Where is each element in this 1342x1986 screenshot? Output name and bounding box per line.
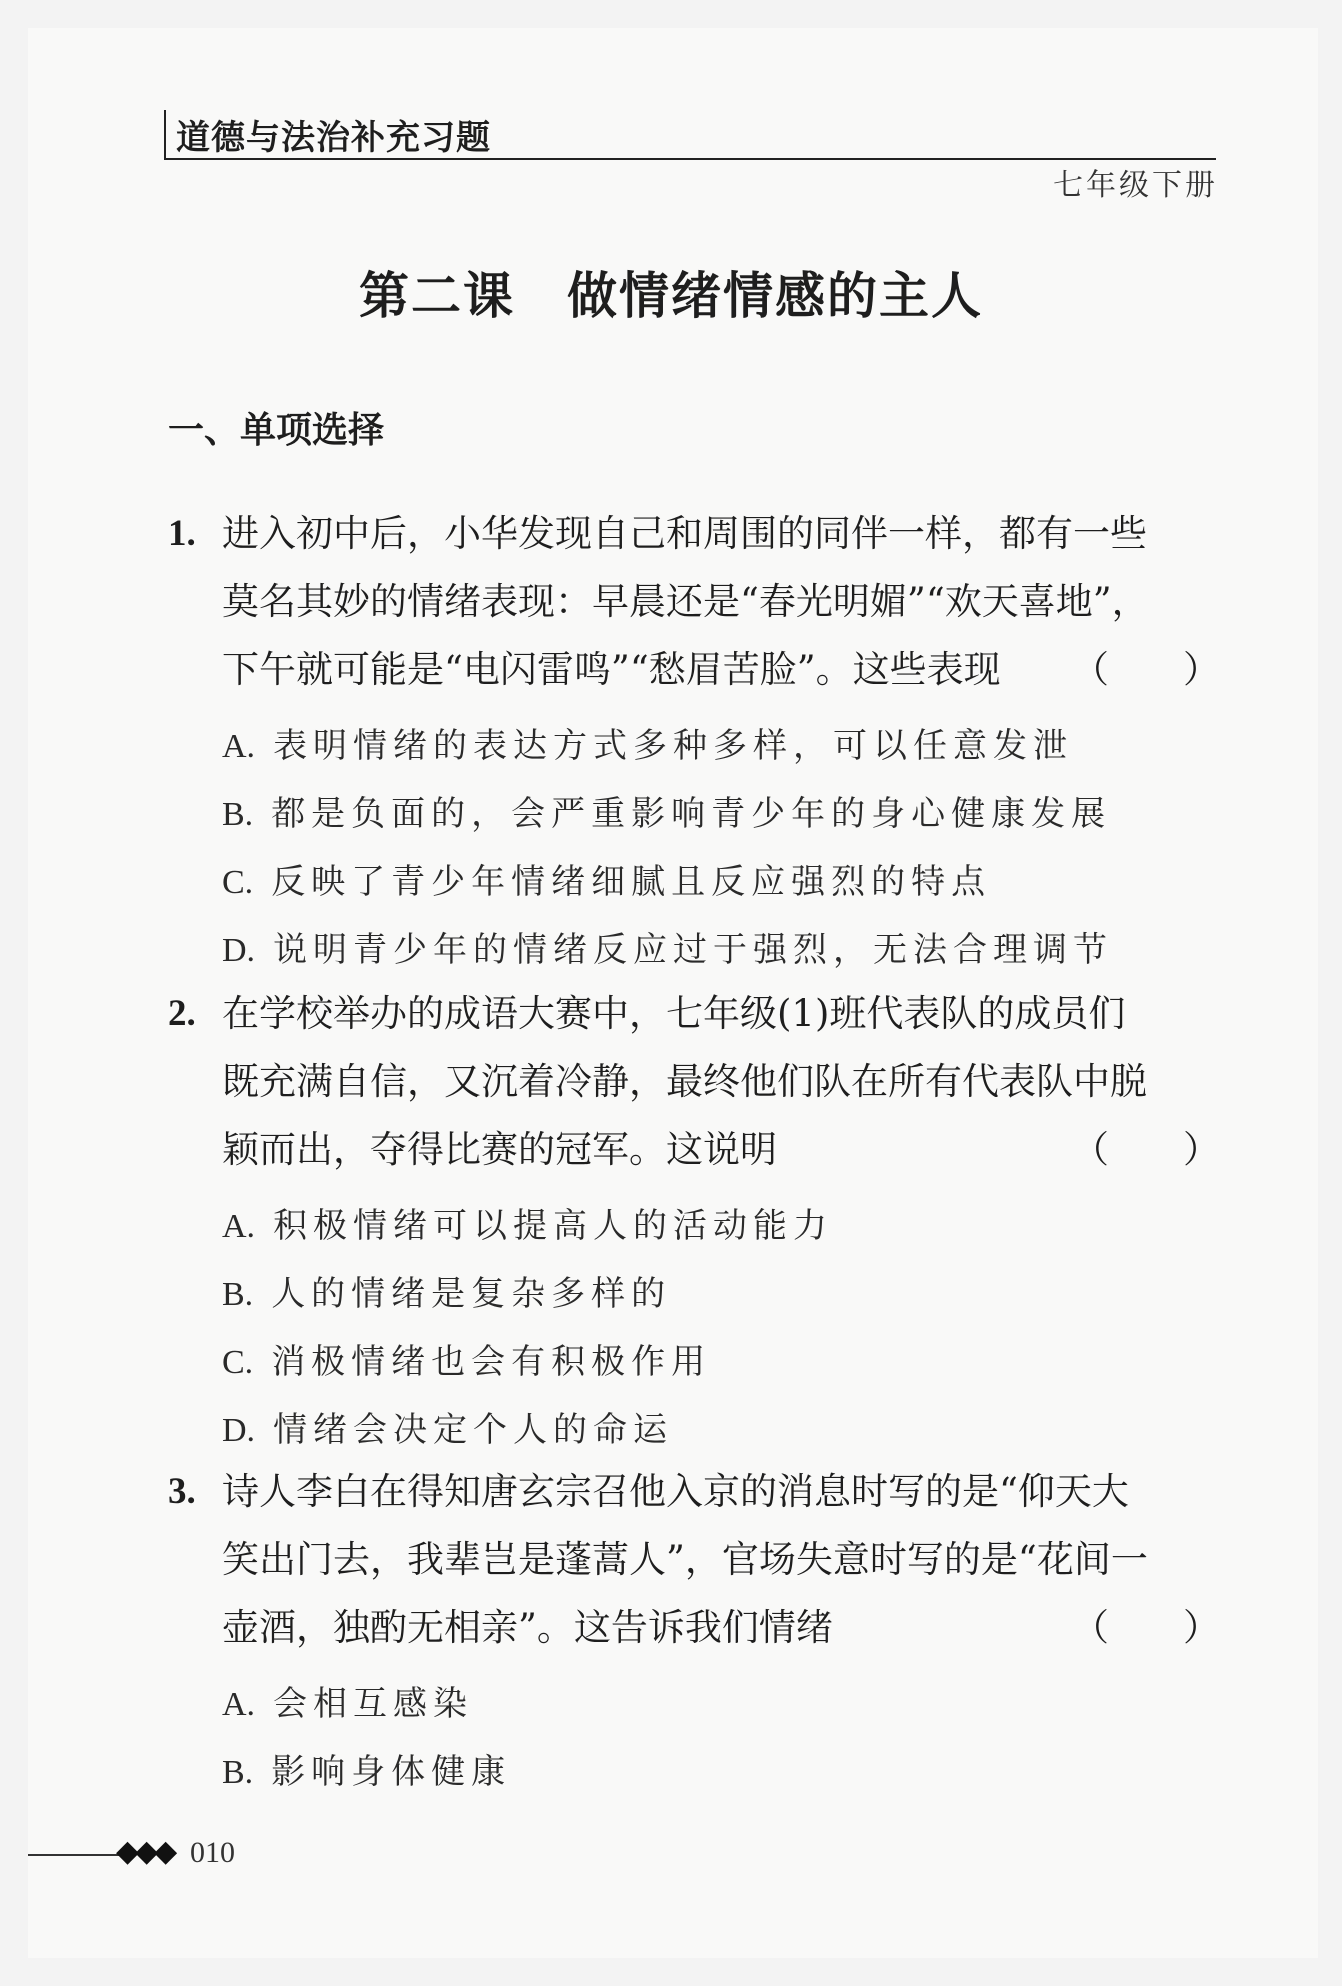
question-line: 进入初中后，小华发现自己和周围的同伴一样，都有一些	[222, 512, 1147, 555]
option-letter: B.	[222, 1276, 254, 1313]
section-title: 一、单项选择	[168, 410, 385, 451]
option-b	[222, 786, 1111, 835]
option-text: 反映了青少年情绪细腻且反应强烈的特点	[271, 862, 992, 902]
option-c	[222, 854, 991, 903]
option-d	[222, 922, 1113, 971]
lesson-name: 做情绪情感的主人	[567, 267, 983, 325]
option-c	[222, 1334, 711, 1383]
diamond-ornament-icon: ◆◆◆	[116, 1834, 174, 1869]
option-letter: B.	[222, 796, 254, 833]
option-text: 人的情绪是复杂多样的	[271, 1274, 672, 1314]
question-line	[168, 1116, 1220, 1184]
question-line-text: 下午就可能是“电闪雷鸣”“愁眉苦脸”。这些表现	[222, 648, 1001, 691]
option-letter: C.	[222, 1344, 254, 1381]
footer-rule	[28, 1854, 128, 1856]
option-text: 表明情绪的表达方式多种多样，可以任意发泄	[273, 726, 1074, 766]
question-line	[168, 636, 1220, 704]
option-text: 都是负面的，会严重影响青少年的身心健康发展	[271, 794, 1112, 834]
option-text: 说明青少年的情绪反应过于强烈，无法合理调节	[273, 930, 1114, 970]
book-title: 道德与法治补充习题	[176, 118, 491, 158]
question-line: 在学校举办的成语大赛中，七年级(1)班代表队的成员们	[222, 992, 1126, 1035]
option-a	[222, 1676, 473, 1725]
question-2	[168, 980, 1220, 1184]
answer-blank: （ ）	[1072, 648, 1220, 691]
header-left-bar	[164, 110, 166, 160]
option-letter: A.	[222, 1686, 256, 1723]
option-letter: D.	[222, 932, 256, 969]
question-number: 2.	[168, 993, 196, 1034]
grade-label: 七年级下册	[1053, 168, 1218, 203]
option-text: 情绪会决定个人的命运	[273, 1410, 674, 1450]
option-letter: C.	[222, 864, 254, 901]
option-b	[222, 1744, 511, 1793]
option-text: 消极情绪也会有积极作用	[271, 1342, 712, 1382]
question-3	[168, 1458, 1220, 1662]
question-number: 1.	[168, 513, 196, 554]
option-letter: D.	[222, 1412, 256, 1449]
option-a	[222, 718, 1073, 767]
lesson-title	[0, 256, 1342, 328]
question-line: 既充满自信，又沉着冷静，最终他们队在所有代表队中脱	[222, 1060, 1147, 1103]
answer-blank: （ ）	[1072, 1606, 1220, 1649]
question-1	[168, 500, 1220, 704]
option-d	[222, 1402, 673, 1451]
option-text: 会相互感染	[273, 1684, 474, 1724]
question-line-text: 壶酒，独酌无相亲”。这告诉我们情绪	[222, 1606, 833, 1649]
option-text: 积极情绪可以提高人的活动能力	[273, 1206, 834, 1246]
question-line-text: 颖而出，夺得比赛的冠军。这说明	[222, 1128, 777, 1171]
option-text: 影响身体健康	[271, 1752, 512, 1792]
option-b	[222, 1266, 671, 1315]
question-line	[168, 1594, 1220, 1662]
option-letter: B.	[222, 1754, 254, 1791]
answer-blank: （ ）	[1072, 1128, 1220, 1171]
page-number: 010	[190, 1836, 235, 1869]
question-number: 3.	[168, 1471, 196, 1512]
option-letter: A.	[222, 728, 256, 765]
option-letter: A.	[222, 1208, 256, 1245]
question-line: 诗人李白在得知唐玄宗召他入京的消息时写的是“仰天大	[222, 1470, 1129, 1513]
question-line: 笑出门去，我辈岂是蓬蒿人”，官场失意时写的是“花间一	[222, 1538, 1148, 1581]
question-line: 莫名其妙的情绪表现：早晨还是“春光明媚”“欢天喜地”，	[222, 580, 1149, 623]
lesson-number: 第二课	[359, 267, 515, 325]
option-a	[222, 1198, 833, 1247]
